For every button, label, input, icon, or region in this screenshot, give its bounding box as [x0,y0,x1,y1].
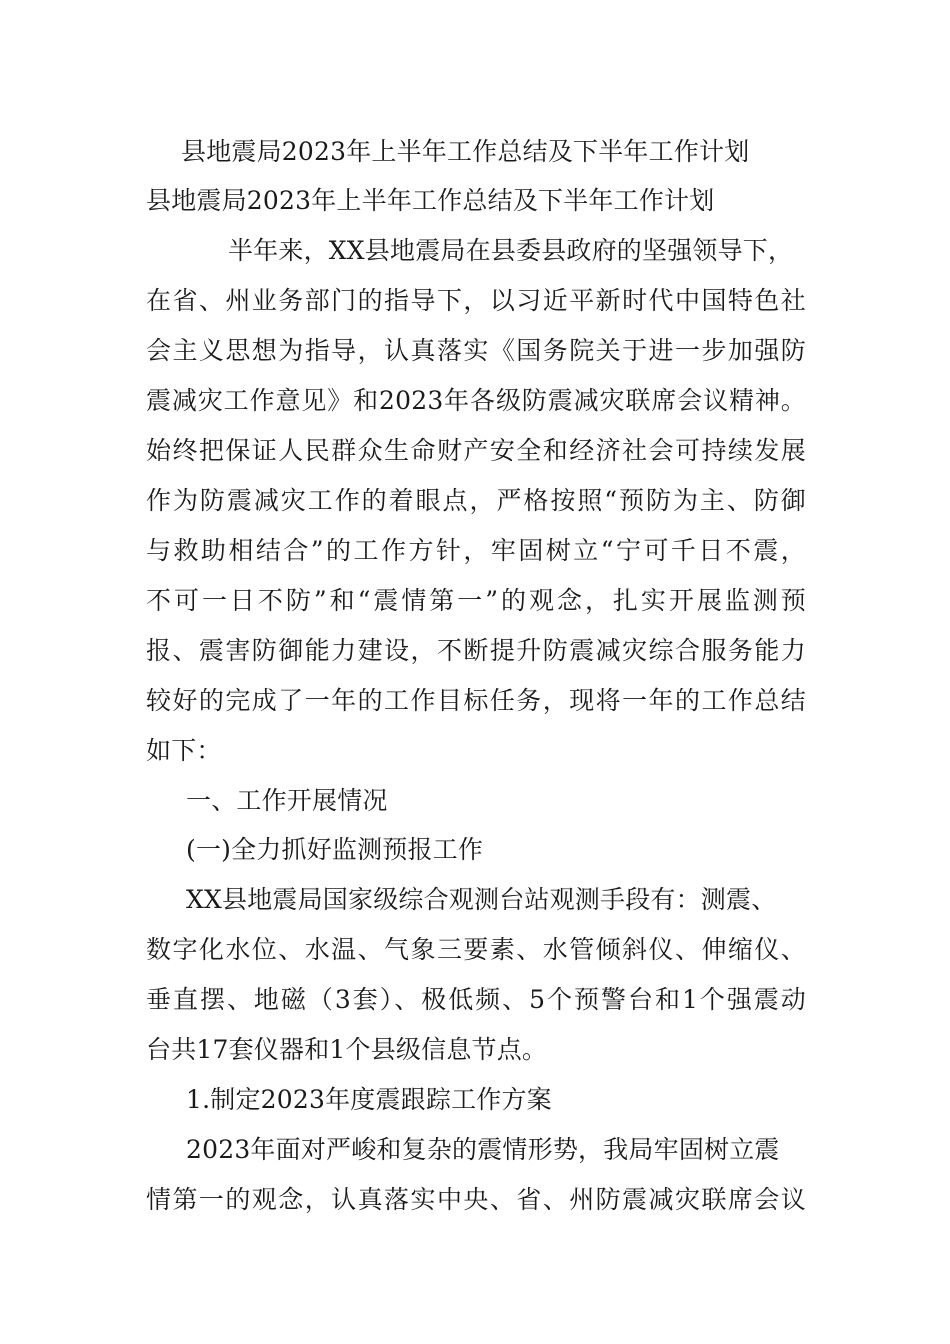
intro-line: 始终把保证人民群众生命财产安全和经济社会可持续发展 [146,436,806,465]
paragraph-line: 数字化水位、水温、气象三要素、水管倾斜仪、伸缩仪、 [146,935,806,964]
intro-line: 会主义思想为指导，认真落实《国务院关于进一步加强防 [146,336,806,365]
paragraph-line: 情第一的观念，认真落实中央、省、州防震减灾联席会议 [146,1185,806,1214]
paragraph-line: 垂直摆、地磁（3套）、极低频、5个预警台和1个强震动 [146,985,806,1014]
intro-line: 不可一日不防”和“震情第一”的观念，扎实开展监测预 [146,586,806,615]
intro-line: 在省、州业务部门的指导下，以习近平新时代中国特色社 [146,286,806,315]
intro-line: 如下： [146,736,222,765]
document-subtitle: 县地震局2023年上半年工作总结及下半年工作计划 [146,186,715,215]
item-heading: 1.制定2023年度震跟踪工作方案 [186,1085,552,1114]
paragraph-line: 台共17套仪器和1个县级信息节点。 [146,1035,548,1064]
intro-line: 报、震害防御能力建设，不断提升防震减灾综合服务能力 [146,636,806,665]
document-title: 县地震局2023年上半年工作总结及下半年工作计划 [181,137,750,166]
paragraph-line: 2023年面对严峻和复杂的震情形势，我局牢固树立震 [186,1135,780,1164]
intro-line: 震减灾工作意见》和2023年各级防震减灾联席会议精神。 [146,386,806,415]
intro-line: 作为防震减灾工作的着眼点，严格按照“预防为主、防御 [146,486,806,515]
paragraph-line: XX县地震局国家级综合观测台站观测手段有：测震、 [186,885,777,914]
intro-line: 较好的完成了一年的工作目标任务，现将一年的工作总结 [146,686,806,715]
intro-line: 半年来，XX县地震局在县委县政府的坚强领导下， [228,236,794,265]
intro-line: 与救助相结合”的工作方针，牢固树立“宁可千日不震， [146,536,806,565]
subsection-heading: (一)全力抓好监测预报工作 [186,835,484,864]
section-heading: 一、工作开展情况 [186,786,388,815]
